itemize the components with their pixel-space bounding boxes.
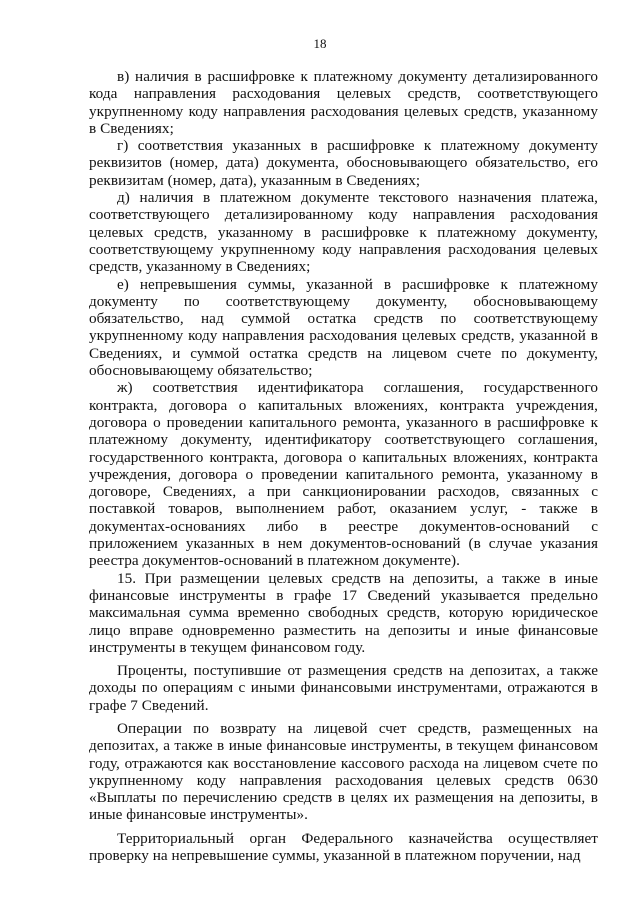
- document-body: [89, 68, 598, 864]
- paragraph-interest: Проценты, поступившие от размещения средств на депозитах, а также доходы по операциям с иными финансовыми инструментами, отражаются в графе 7 Сведений.: [89, 662, 598, 714]
- paragraph-15: 15. При размещении целевых средств на депозиты, а также в иные финансовые инструменты в графе 17 Сведений указывается предельно максимальная сумма временно свободных средств, которую юридическое лицо вправе одновременно разместить на депозиты и иные финансовые инструменты в текущем финансовом году.: [89, 569, 598, 656]
- paragraph-e: е) непревышения суммы, указанной в расшифровке к платежному документу по соответствующему документу, обосновывающему обязательство, над суммой остатка средств по соответствующему укрупненному коду направления расходования целевых средств, указанной в Сведениях, и суммой остатка средств на лицевом счете по документу, обосновывающему обязательство;: [89, 275, 598, 380]
- paragraph-g: г) соответствия указанных в расшифровке к платежному документу реквизитов (номер, дата) документа, обосновывающего обязательство, его реквизитам (номер, дата), указанным в Сведениях;: [89, 137, 598, 189]
- paragraph-v: в) наличия в расшифровке к платежному документу детализированного кода направления расходования целевых средств, соответствующего укрупненному коду направления расходования целевых средств, указанному в Сведениях;: [89, 68, 598, 137]
- paragraph-d: д) наличия в платежном документе текстового назначения платежа, соответствующего детализированному коду направления расходования целевых средств, указанному в расшифровке к платежному документу, соответствующему укрупненному коду направления расходования целевых средств, указанному в Сведениях;: [89, 189, 598, 276]
- page-number: 18: [313, 36, 327, 51]
- paragraph-treasury-check: Территориальный орган Федерального казначейства осуществляет проверку на непревышение суммы, указанной в платежном поручении, над: [89, 829, 598, 865]
- paragraph-return-operations: Операции по возврату на лицевой счет средств, размещенных на депозитах, а также в иные финансовые инструменты, в текущем финансовом году, отражаются как восстановление кассового расхода на лицевом счете по укрупненному коду направления расходования целевых средств 0630 «Выплаты по перечислению средств в целях их размещения на депозиты, в иные финансовые инструменты».: [89, 719, 598, 824]
- paragraph-zh: ж) соответствия идентификатора соглашения, государственного контракта, договора о капитальных вложениях, контракта учреждения, договора о проведении капитального ремонта, указанного в расшифровке к платежному документу, идентификатору соответствующего соглашения, государственного контракта, договора о капитальных вложениях, контракта учреждения, договора о проведении капитального ремонта, указанному в договоре, Сведениях, а при санкционировании расходов, связанных с поставкой товаров, выполнением работ, оказанием услуг, - также в документах-основаниях либо в реестре документов-оснований с приложением указанных в нем документов-оснований (в случае указания реестра документов-оснований в платежном документе).: [89, 379, 598, 570]
